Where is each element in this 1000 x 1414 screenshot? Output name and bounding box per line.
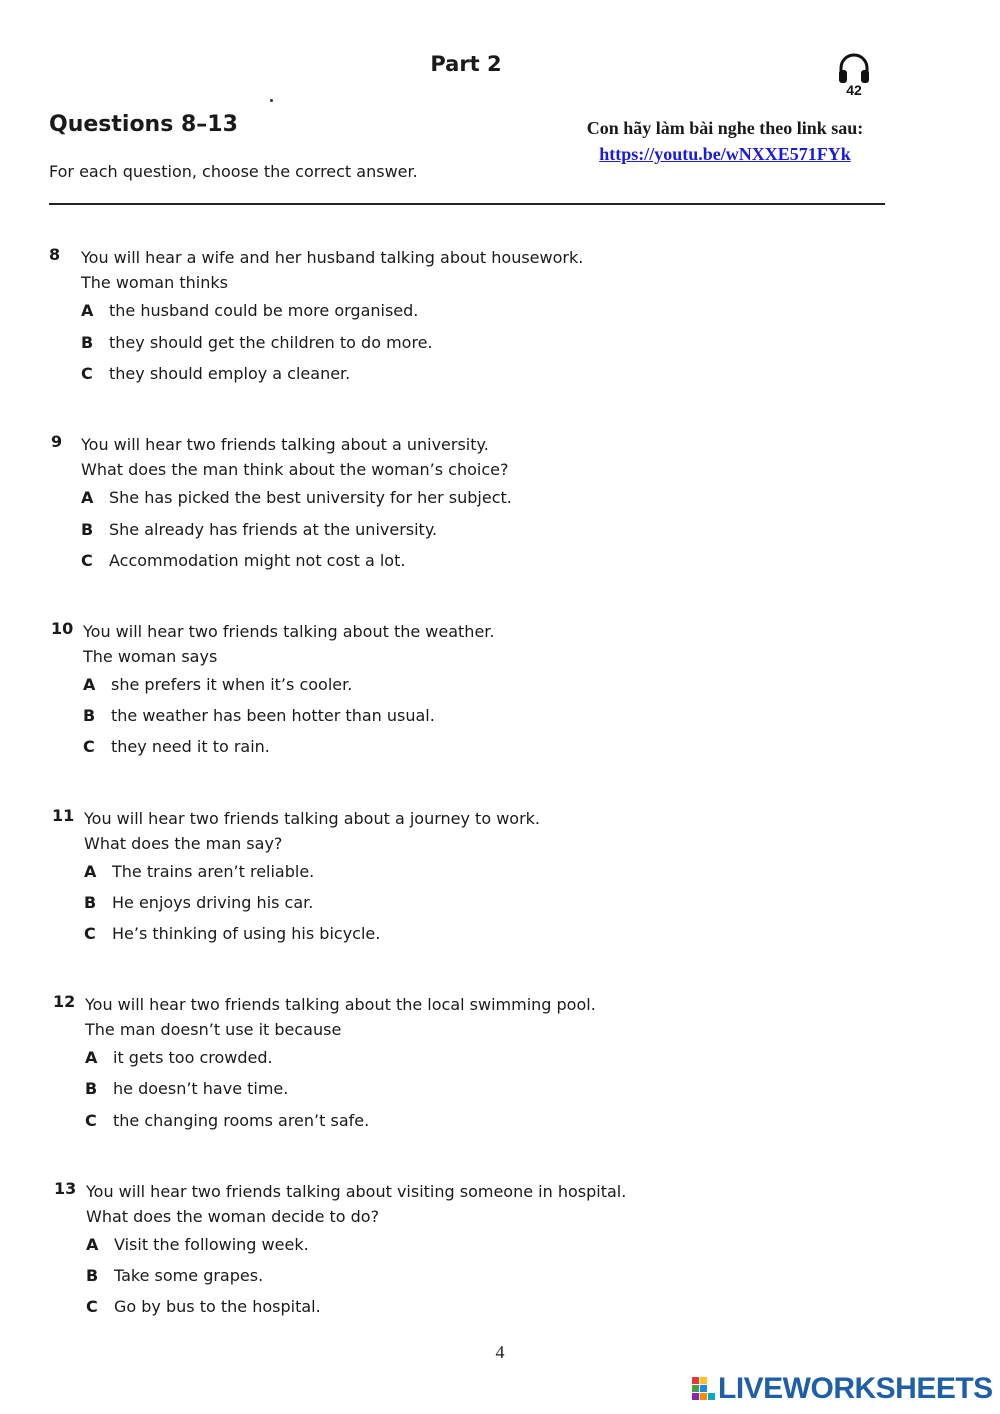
option-text: Take some grapes. [114, 1266, 264, 1285]
option-letter: A [85, 1048, 98, 1067]
option-text: The trains aren’t reliable. [112, 862, 315, 881]
option-text: He enjoys driving his car. [112, 893, 314, 912]
option-c[interactable] [81, 364, 350, 383]
option-letter: C [81, 364, 93, 383]
listening-note: Con hãy làm bài nghe theo link sau: [586, 118, 864, 138]
question-stem-line1: You will hear two friends talking about the weather. [83, 622, 495, 641]
option-text: they should employ a cleaner. [109, 364, 351, 383]
option-a[interactable] [83, 675, 352, 694]
question-stem-line1: You will hear two friends talking about a university. [81, 435, 489, 454]
option-a[interactable] [86, 1235, 309, 1254]
option-letter: A [83, 675, 96, 694]
option-text: the weather has been hotter than usual. [111, 706, 435, 725]
listening-link[interactable]: https://youtu.be/wNXXE571FYk [599, 144, 851, 164]
question-stem-line1: You will hear two friends talking about a journey to work. [84, 809, 540, 828]
option-letter: C [85, 1111, 97, 1130]
question-stem-line1: You will hear two friends talking about the local swimming pool. [85, 995, 596, 1014]
option-b[interactable] [86, 1266, 263, 1285]
option-letter: C [81, 551, 93, 570]
question-number: 12 [53, 992, 76, 1011]
option-b[interactable] [84, 893, 313, 912]
stray-dot [270, 99, 273, 102]
option-c[interactable] [81, 551, 405, 570]
question-stem-line2: What does the woman decide to do? [86, 1207, 380, 1226]
option-letter: C [84, 924, 96, 943]
audio-track-indicator [834, 52, 874, 104]
question-stem-line2: What does the man think about the woman’s choice? [81, 460, 509, 479]
question-number: 8 [49, 245, 61, 264]
option-c[interactable] [84, 924, 380, 943]
question-number: 11 [52, 806, 75, 825]
option-text: he doesn’t have time. [113, 1079, 289, 1098]
part-title: Part 2 [430, 52, 502, 76]
option-text: Visit the following week. [114, 1235, 309, 1254]
brand-text: LIVEWORKSHEETS [718, 1372, 993, 1405]
option-text: the changing rooms aren’t safe. [113, 1111, 370, 1130]
option-text: she prefers it when it’s cooler. [111, 675, 353, 694]
option-text: He’s thinking of using his bicycle. [112, 924, 381, 943]
option-letter: A [86, 1235, 99, 1254]
instruction-text: For each question, choose the correct answer. [49, 162, 418, 181]
option-letter: B [83, 706, 96, 725]
divider-rule [49, 203, 885, 205]
question-stem-line2: The man doesn’t use it because [85, 1020, 342, 1039]
page-number: 4 [495, 1342, 505, 1362]
question-stem-line1: You will hear a wife and her husband talking about housework. [81, 248, 584, 267]
track-number: 42 [846, 82, 862, 98]
option-c[interactable] [85, 1111, 369, 1130]
option-text: She already has friends at the university. [109, 520, 438, 539]
option-b[interactable] [81, 333, 433, 352]
option-letter: B [81, 520, 94, 539]
option-b[interactable] [83, 706, 435, 725]
question-number: 10 [51, 619, 74, 638]
questions-heading: Questions 8–13 [49, 112, 238, 137]
option-letter: B [86, 1266, 99, 1285]
option-letter: A [84, 862, 97, 881]
option-c[interactable] [86, 1297, 321, 1316]
question-stem-line1: You will hear two friends talking about visiting someone in hospital. [86, 1182, 627, 1201]
listening-link-box [560, 115, 890, 167]
option-letter: B [85, 1079, 98, 1098]
option-letter: C [83, 737, 95, 756]
question-stem-line2: The woman says [83, 647, 218, 666]
option-a[interactable] [84, 862, 314, 881]
liveworksheets-brand[interactable] [692, 1372, 993, 1406]
question-number: 9 [51, 432, 63, 451]
question-stem-line2: What does the man say? [84, 834, 283, 853]
option-text: it gets too crowded. [113, 1048, 273, 1067]
option-text: they should get the children to do more. [109, 333, 433, 352]
option-letter: B [81, 333, 94, 352]
option-a[interactable] [81, 488, 512, 507]
option-c[interactable] [83, 737, 270, 756]
option-b[interactable] [81, 520, 437, 539]
liveworksheets-logo-icon [692, 1377, 716, 1401]
question-stem-line2: The woman thinks [81, 273, 228, 292]
option-a[interactable] [85, 1048, 273, 1067]
option-text: they need it to rain. [111, 737, 270, 756]
option-letter: A [81, 488, 94, 507]
question-number: 13 [54, 1179, 77, 1198]
option-letter: C [86, 1297, 98, 1316]
option-text: She has picked the best university for her subject. [109, 488, 512, 507]
option-letter: A [81, 301, 94, 320]
option-text: the husband could be more organised. [109, 301, 419, 320]
option-text: Accommodation might not cost a lot. [109, 551, 406, 570]
option-a[interactable] [81, 301, 418, 320]
headphones-icon [837, 52, 871, 86]
option-text: Go by bus to the hospital. [114, 1297, 321, 1316]
option-b[interactable] [85, 1079, 288, 1098]
option-letter: B [84, 893, 97, 912]
